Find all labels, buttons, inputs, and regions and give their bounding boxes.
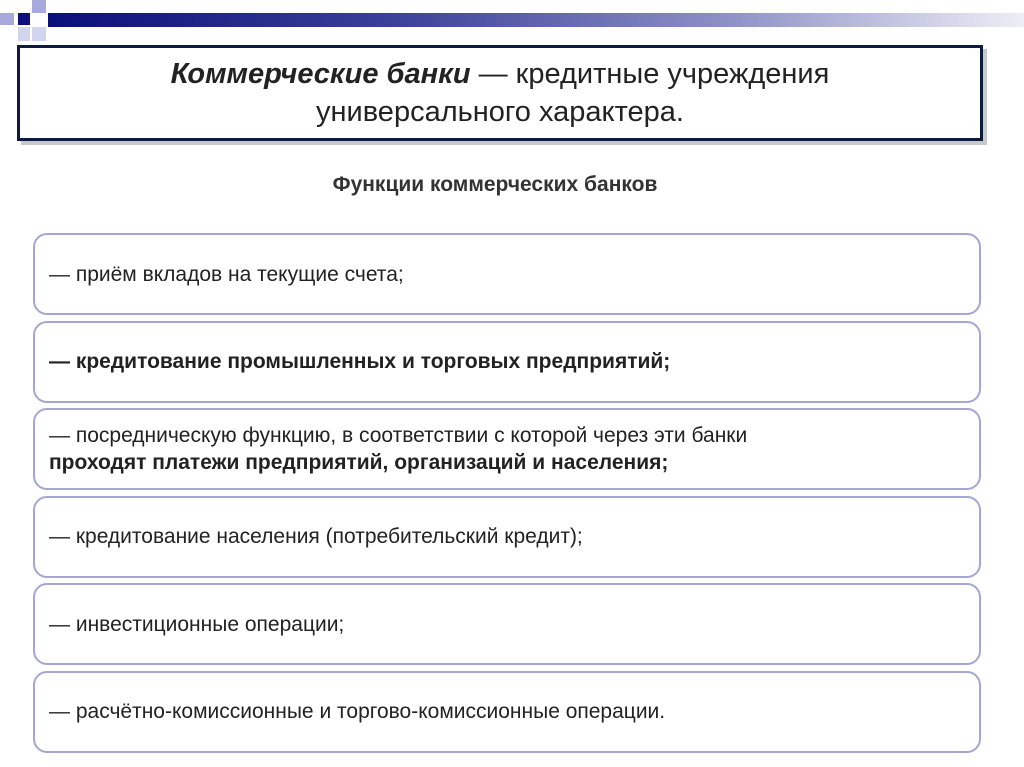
title-emphasis: Коммерческие банки: [170, 58, 471, 90]
function-item-deposits: [33, 233, 981, 315]
section-heading: Функции коммерческих банков: [332, 173, 658, 196]
top-gradient-bar: [48, 13, 1024, 27]
title-box: [17, 45, 983, 141]
corner-square-lavender-small: [0, 13, 14, 25]
corner-square-lavender: [32, 0, 46, 13]
function-item-text-line2: проходят платежи предприятий, организаций и населения;: [49, 451, 669, 475]
function-item-consumer-credit: [33, 496, 981, 578]
corner-square-pale-left: [18, 27, 30, 41]
corner-square-pale: [32, 27, 46, 41]
function-item-settlement: [33, 671, 981, 753]
function-item-text: — кредитование населения (потребительский кредит);: [49, 525, 583, 549]
function-item-enterprise-lending: [33, 321, 981, 403]
function-item-text: — кредитование промышленных и торговых предприятий;: [49, 350, 671, 374]
title-rest: — кредитные учреждения: [470, 58, 830, 90]
title-line-2: универсального характера.: [316, 96, 684, 128]
function-item-intermediary: [33, 408, 981, 490]
title-line-1: [171, 55, 830, 93]
function-item-investment: [33, 583, 981, 665]
function-item-text: — инвестиционные операции;: [49, 612, 345, 636]
corner-square-navy: [18, 13, 30, 25]
function-item-text: — приём вкладов на текущие счета;: [49, 262, 404, 286]
function-item-text: — посредническую функцию, в соответствии с которой через эти банки: [49, 424, 748, 448]
function-item-text: — расчётно-комиссионные и торгово-комиссионные операции.: [49, 700, 666, 724]
functions-list: [33, 233, 981, 759]
